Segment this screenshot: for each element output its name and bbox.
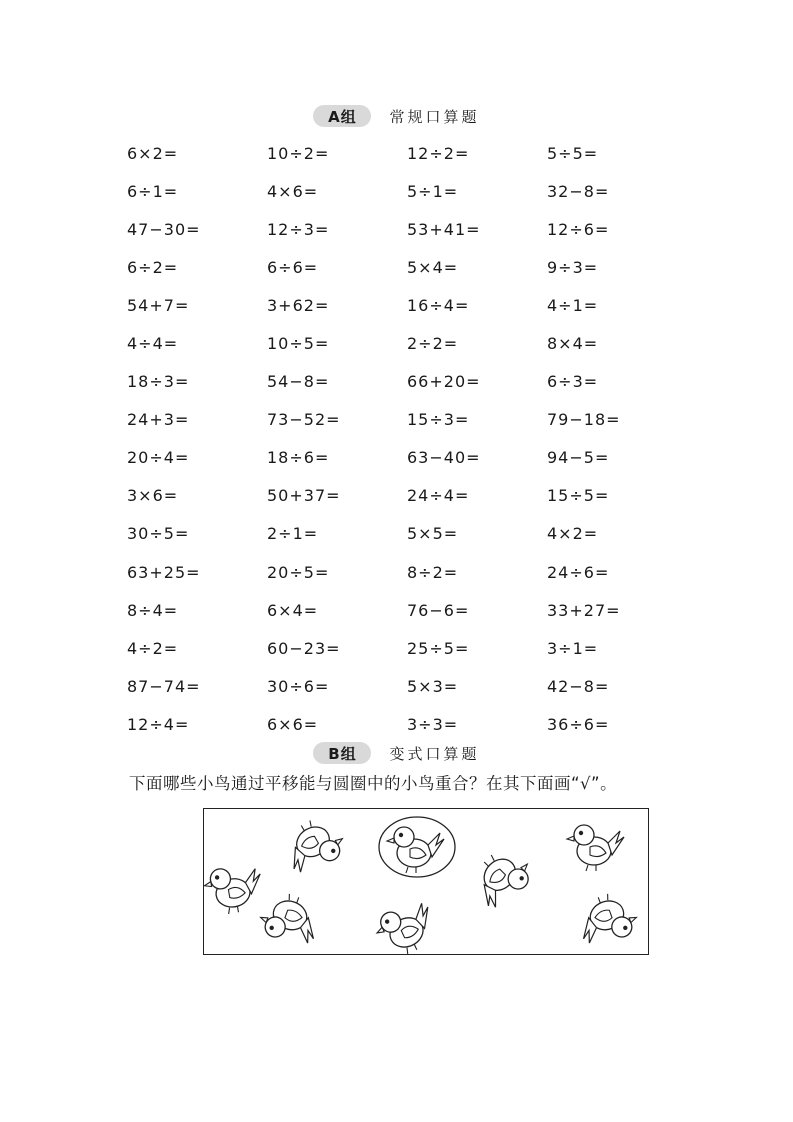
problem-row [127, 286, 687, 324]
problem-cell: 87−74= [127, 676, 201, 696]
section-b-header [0, 740, 793, 766]
problem-cell: 66+20= [407, 372, 481, 392]
problem-cell: 24÷6= [547, 562, 610, 582]
section-a-header [0, 103, 793, 129]
problem-cell: 5÷5= [547, 143, 599, 163]
problem-cell: 24÷4= [407, 486, 470, 506]
problem-cell: 4÷4= [127, 334, 179, 354]
bird-illustration [204, 809, 650, 956]
reference-bird [387, 827, 444, 873]
problem-cell: 8÷4= [127, 600, 179, 620]
problem-cell: 6×4= [267, 600, 319, 620]
section-b-title: 变式口算题 [389, 744, 480, 763]
problem-cell: 94−5= [547, 448, 610, 468]
problem-cell: 6÷1= [127, 181, 179, 201]
problem-cell: 9÷3= [547, 257, 599, 277]
problem-cell: 12÷2= [407, 143, 470, 163]
problem-row [127, 553, 687, 591]
problem-cell: 20÷5= [267, 562, 330, 582]
problem-cell: 42−8= [547, 676, 610, 696]
problem-cell: 2÷1= [267, 524, 319, 544]
bird-2 [277, 811, 349, 879]
problem-cell: 54+7= [127, 295, 190, 315]
problem-row [127, 477, 687, 515]
question-prompt: 下面哪些小鸟通过平移能与圆圈中的小鸟重合？在其下面画“√”。 [129, 774, 618, 793]
problem-cell: 10÷5= [267, 334, 330, 354]
problem-cell: 5×3= [407, 676, 459, 696]
problem-grid [127, 134, 687, 744]
problem-cell: 15÷5= [547, 486, 610, 506]
problem-row [127, 401, 687, 439]
problem-row [127, 705, 687, 743]
problem-row [127, 210, 687, 248]
problem-cell: 8÷2= [407, 562, 459, 582]
problem-cell: 15÷3= [407, 410, 470, 430]
problem-cell: 79−18= [547, 410, 621, 430]
problem-row [127, 248, 687, 286]
problem-cell: 6×6= [267, 714, 319, 734]
problem-cell: 4×6= [267, 181, 319, 201]
section-a-title: 常规口算题 [389, 107, 480, 126]
bird-3 [256, 887, 325, 950]
problem-cell: 12÷6= [547, 219, 610, 239]
problem-cell: 10÷2= [267, 143, 330, 163]
problem-cell: 54−8= [267, 372, 330, 392]
bird-5 [464, 842, 537, 915]
problem-row [127, 591, 687, 629]
problem-cell: 36÷6= [547, 714, 610, 734]
problem-cell: 12÷3= [267, 219, 330, 239]
problem-cell: 60−23= [267, 638, 341, 658]
problem-cell: 16÷4= [407, 295, 470, 315]
problem-cell: 4÷2= [127, 638, 179, 658]
section-a-badge: A组 [313, 105, 371, 127]
problem-cell: 63+25= [127, 562, 201, 582]
problem-cell: 3×6= [127, 486, 179, 506]
problem-cell: 4÷1= [547, 295, 599, 315]
problem-cell: 53+41= [407, 219, 481, 239]
problem-row [127, 363, 687, 401]
problem-row [127, 172, 687, 210]
problem-cell: 8×4= [547, 334, 599, 354]
problem-row [127, 629, 687, 667]
problem-row [127, 439, 687, 477]
problem-cell: 76−6= [407, 600, 470, 620]
problem-cell: 24+3= [127, 410, 190, 430]
problem-cell: 30÷6= [267, 676, 330, 696]
problem-row [127, 515, 687, 553]
problem-cell: 3÷1= [547, 638, 599, 658]
problem-cell: 6÷6= [267, 257, 319, 277]
bird-figure-box [203, 808, 649, 955]
bird-4 [371, 896, 442, 956]
problem-row [127, 324, 687, 362]
bird-7 [572, 887, 641, 950]
problem-cell: 18÷6= [267, 448, 330, 468]
problem-cell: 5×4= [407, 257, 459, 277]
problem-cell: 5÷1= [407, 181, 459, 201]
problem-cell: 2÷2= [407, 334, 459, 354]
problem-cell: 12÷4= [127, 714, 190, 734]
problem-cell: 30÷5= [127, 524, 190, 544]
problem-cell: 20÷4= [127, 448, 190, 468]
problem-cell: 6÷2= [127, 257, 179, 277]
problem-cell: 6÷3= [547, 372, 599, 392]
problem-cell: 3+62= [267, 295, 330, 315]
section-b-badge: B组 [313, 742, 371, 764]
problem-row [127, 134, 687, 172]
problem-cell: 6×2= [127, 143, 179, 163]
bird-1 [204, 862, 266, 917]
problem-cell: 5×5= [407, 524, 459, 544]
problem-cell: 50+37= [267, 486, 341, 506]
problem-row [127, 667, 687, 705]
problem-cell: 25÷5= [407, 638, 470, 658]
bird-6 [567, 825, 624, 871]
problem-cell: 18÷3= [127, 372, 190, 392]
problem-cell: 33+27= [547, 600, 621, 620]
problem-cell: 32−8= [547, 181, 610, 201]
problem-cell: 63−40= [407, 448, 481, 468]
problem-cell: 4×2= [547, 524, 599, 544]
problem-cell: 73−52= [267, 410, 341, 430]
problem-cell: 3÷3= [407, 714, 459, 734]
problem-cell: 47−30= [127, 219, 201, 239]
